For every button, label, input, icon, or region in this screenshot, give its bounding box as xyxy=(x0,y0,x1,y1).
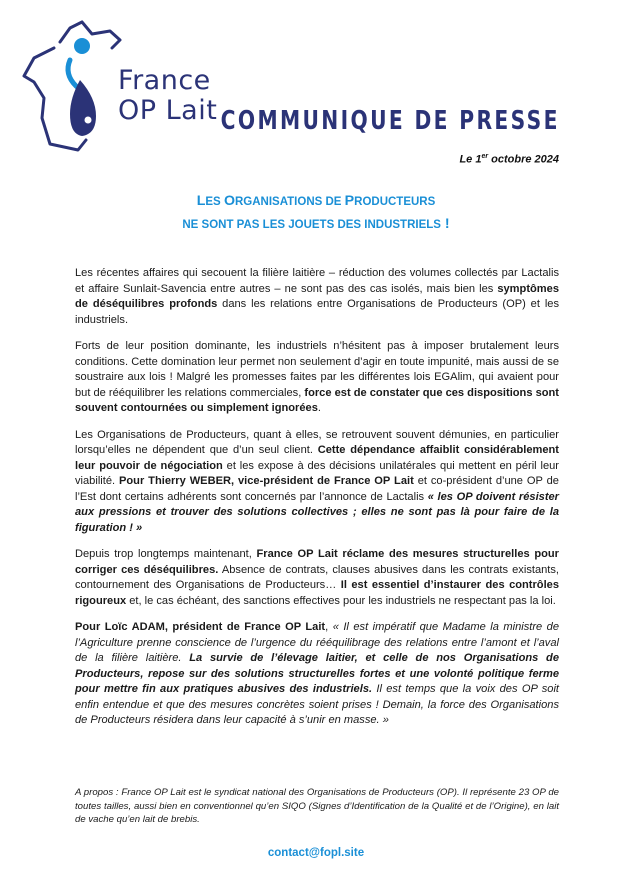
text-run: Absence de contrats, clauses abusives dans les contrats existants, contournement des Organisations de Producteurs… xyxy=(75,563,559,591)
text-run: , xyxy=(325,621,333,633)
text-run: et les expose à des décisions unilatérales qui mettent en péril leur viabilité. xyxy=(75,459,560,487)
text-run: dans les relations entre Organisations de Producteurs (OP) et les industriels. xyxy=(75,298,559,326)
text-run: Depuis trop longtemps maintenant, xyxy=(75,548,257,560)
headline-segment: ! xyxy=(440,216,450,232)
date-prefix: Le 1 xyxy=(459,153,482,166)
text-run: « les OP doivent résister aux pressions et trouver des solutions collectives ; elles ne sont pas là pour faire de la figuration ! » xyxy=(75,490,559,534)
text-run: force est de constater que ces dispositions sont souvent contournées ou simplement ignorées xyxy=(75,386,560,414)
headline-segment: RODUCTEURS xyxy=(354,196,436,208)
text-run: La survie de l’élevage laitier, et celle de nos Organisations de Producteurs, repose sur des solutions structurelles fortes et une volonté politique ferme pour mettre fin aux pratiques abusives des industriels. xyxy=(75,652,559,695)
text-run: Forts de leur position dominante, les industriels n’hésitent pas à imposer brutalement leurs conditions. Cette domination leur permet non seulement d’agir en toute impunité, mais aussi de se soustraire aux lois ! Malgré les promesses faites par les différentes lois EGAlim, qui avaient pour but de rééquilibrer les relations commerciales, xyxy=(75,340,559,399)
text-run: Les Organisations de Producteurs, quant à elles, se retrouvent souvent démunies, en particulier lorsqu’elles ne dépendent que d’un seul client. xyxy=(75,428,559,456)
body-paragraph xyxy=(75,620,559,729)
text-run: et, le cas échéant, des sanctions effectives pour les industriels ne respectant pas la loi. xyxy=(126,594,556,607)
brand-line-1: France xyxy=(118,65,211,96)
text-run: Cette dépendance affaiblit considérablement leur pouvoir de négociation xyxy=(75,444,560,472)
text-run: et co-président d’une OP de l’Est dont certains adhérents sont concernés par l’annonce de Lactalis xyxy=(75,475,559,503)
headline-line-1 xyxy=(0,190,632,213)
contact-email[interactable]: contact@fopl.site xyxy=(267,847,365,859)
headline-segment: P xyxy=(344,193,355,209)
body-paragraph xyxy=(75,339,559,417)
headline xyxy=(0,190,632,236)
brand-line-2: OP Lait xyxy=(118,95,218,126)
text-run: Il est temps que la voix des OP soit enfin entendue et que des mesures concrètes soient prises ! Demain, la force des Organisations de Producteurs résidera dans leur capacité à s’unir en masse. » xyxy=(75,683,560,726)
text-run: Les récentes affaires qui secouent la filière laitière – réduction des volumes collectés par Lactalis et affaire Sunlait-Savencia entre autres – ne sont pas des cas isolés, mais bien les xyxy=(75,267,559,295)
body-paragraph xyxy=(75,428,559,537)
date-ordinal: er xyxy=(481,153,489,160)
body-paragraph xyxy=(75,266,559,328)
headline-segment: L xyxy=(196,193,206,209)
text-run: Pour Thierry WEBER, vice-président de France OP Lait xyxy=(119,475,414,487)
headline-segment: ES xyxy=(205,196,224,208)
text-run: . xyxy=(317,402,321,414)
text-run: symptômes de déséquilibres profonds xyxy=(75,282,559,310)
date-suffix: octobre 2024 xyxy=(488,153,559,166)
headline-segment: O xyxy=(223,193,235,209)
text-run: Pour Loïc ADAM, président de France OP Lait xyxy=(75,621,326,633)
headline-line-2 xyxy=(0,213,632,236)
press-release-title: COMMUNIQUE DE PRESSE xyxy=(220,106,560,136)
text-run: Il est essentiel d’instaurer des contrôles rigoureux xyxy=(75,579,559,607)
headline-segment: NE SONT PAS LES JOUETS DES INDUSTRIELS xyxy=(182,219,441,231)
about-note: A propos : France OP Lait est le syndicat national des Organisations de Producteurs (OP). Il représente 23 OP de toutes tailles, aussi bien en conventionnel qu’en SIQO (Signes d’Identification de la Qualité et de l’Origine), en lait de vache qu’en lait de brebis. xyxy=(75,787,559,825)
text-run: France OP Lait réclame des mesures structurelles pour corriger ces déséquilibres. xyxy=(75,548,559,576)
brand-name xyxy=(118,66,217,126)
press-release-body xyxy=(75,266,559,740)
headline-segment: RGANISATIONS DE xyxy=(234,196,345,208)
release-date xyxy=(459,153,559,166)
body-paragraph xyxy=(75,547,559,609)
text-run: « Il est impératif que Madame la ministre de l’Agriculture prenne conscience de l’urgence du rééquilibrage des relations entre l’amont et l’aval de la filière laitière. xyxy=(75,621,560,664)
